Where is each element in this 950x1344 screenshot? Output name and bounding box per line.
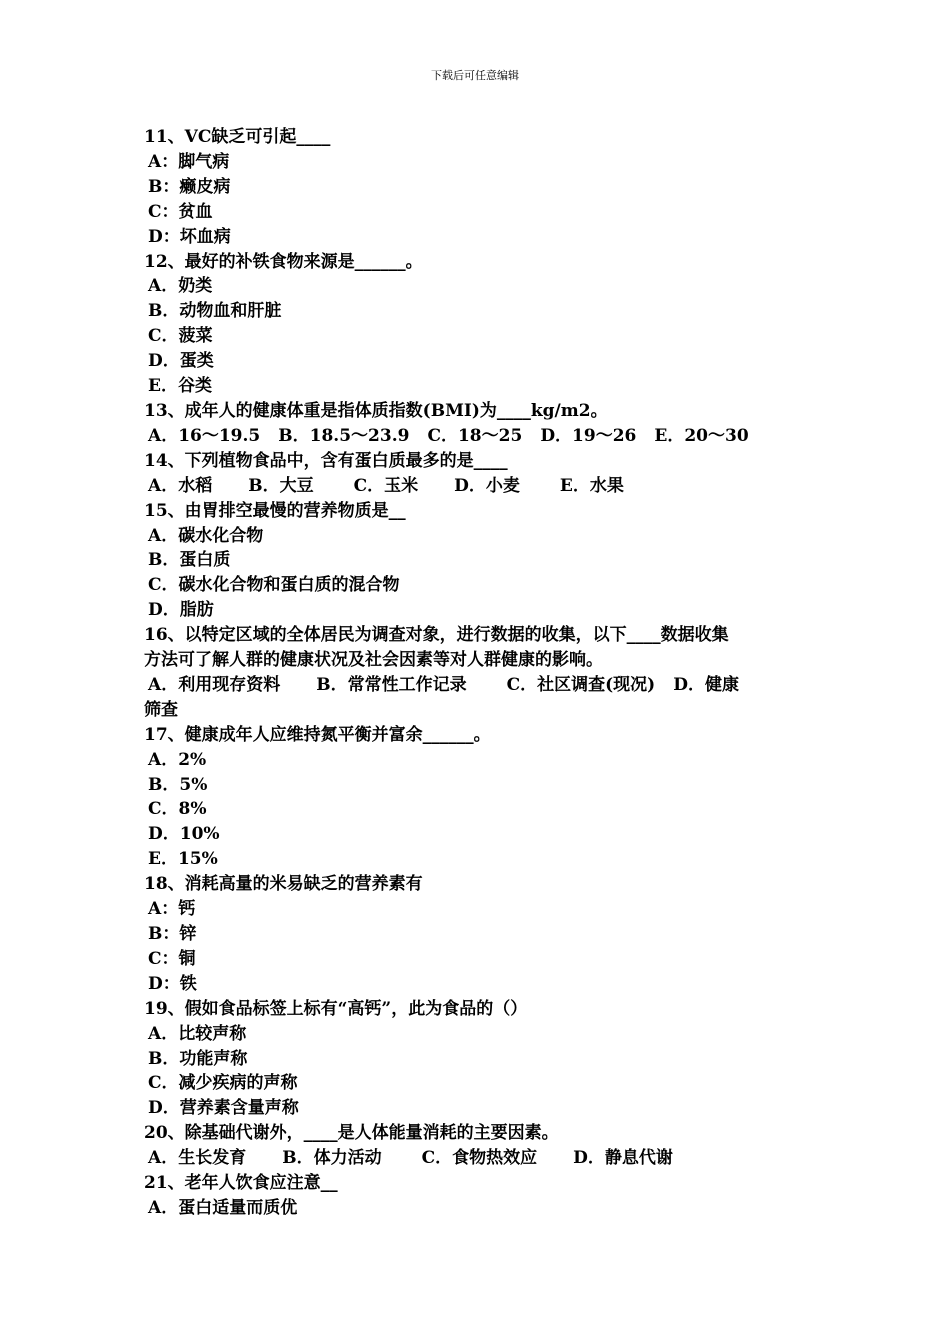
option: A．利用现存资料 bbox=[148, 674, 281, 695]
option: B．大豆 bbox=[248, 475, 314, 496]
option: A．蛋白适量而质优 bbox=[148, 1197, 298, 1218]
exam-content bbox=[144, 125, 809, 1221]
option: B．5% bbox=[148, 774, 208, 795]
option: E．水果 bbox=[559, 475, 624, 496]
option: D．10% bbox=[148, 824, 220, 845]
option: C．玉米 bbox=[353, 475, 419, 496]
option-continued: 筛查 bbox=[144, 699, 178, 720]
option: C．食物热效应 bbox=[421, 1148, 538, 1169]
options-row bbox=[144, 474, 809, 499]
option: E．15% bbox=[148, 849, 218, 870]
question-21: 21、老年人饮食应注意__ bbox=[144, 1173, 338, 1194]
question-17: 17、健康成年人应维持氮平衡并富余______。 bbox=[144, 724, 491, 745]
option: A：脚气病 bbox=[148, 151, 230, 172]
option: B：锌 bbox=[148, 924, 197, 944]
option: E．20～30 bbox=[654, 425, 749, 446]
question-20: 20、除基础代谢外，____是人体能量消耗的主要因素。 bbox=[144, 1123, 559, 1144]
option: C．碳水化合物和蛋白质的混合物 bbox=[148, 575, 400, 596]
option: A．奶类 bbox=[148, 276, 213, 297]
option: B．功能声称 bbox=[148, 1048, 248, 1069]
option: A．2% bbox=[148, 749, 207, 770]
question-16-continued: 方法可了解人群的健康状况及社会因素等对人群健康的影响。 bbox=[144, 650, 603, 671]
option: D．营养素含量声称 bbox=[148, 1098, 299, 1119]
option: A．比较声称 bbox=[148, 1023, 247, 1044]
option: D．蛋类 bbox=[148, 351, 214, 372]
question-14: 14、下列植物食品中，含有蛋白质最多的是____ bbox=[144, 450, 508, 471]
option: B．18.5～23.9 bbox=[278, 425, 410, 446]
options-row bbox=[144, 673, 809, 698]
option: A．碳水化合物 bbox=[148, 525, 264, 546]
question-11: 11、VC缺乏可引起____ bbox=[144, 127, 331, 147]
option: D．19～26 bbox=[540, 425, 637, 446]
option: C：铜 bbox=[148, 948, 196, 969]
page-header: 下载后可任意编辑 bbox=[431, 69, 519, 82]
option: D：坏血病 bbox=[148, 226, 231, 247]
question-19: 19、假如食品标签上标有“高钙”，此为食品的（） bbox=[144, 998, 528, 1019]
option: C．8% bbox=[148, 799, 207, 820]
option: A．水稻 bbox=[148, 475, 213, 496]
option: B．体力活动 bbox=[282, 1148, 382, 1169]
option: C．社区调查(现况) bbox=[506, 674, 656, 695]
option: C．菠菜 bbox=[148, 326, 213, 347]
option: D．脂肪 bbox=[148, 600, 214, 621]
option: C．18～25 bbox=[427, 425, 523, 446]
option: C．减少疾病的声称 bbox=[148, 1073, 298, 1094]
option: C：贫血 bbox=[148, 201, 213, 222]
option: B．蛋白质 bbox=[148, 550, 231, 571]
option: D．健康 bbox=[673, 674, 739, 695]
option: D．小麦 bbox=[454, 475, 520, 496]
question-13: 13、成年人的健康体重是指体质指数(BMI)为____kg/m2。 bbox=[144, 400, 608, 421]
option: D．静息代谢 bbox=[573, 1148, 673, 1169]
option: B：癞皮病 bbox=[148, 176, 231, 197]
options-row bbox=[144, 1146, 809, 1171]
question-18: 18、消耗高量的米易缺乏的营养素有 bbox=[144, 874, 423, 895]
options-row bbox=[144, 424, 809, 449]
option: A：钙 bbox=[148, 899, 196, 920]
option: D：铁 bbox=[148, 973, 197, 994]
question-12: 12、最好的补铁食物来源是______。 bbox=[144, 251, 423, 272]
option: B．常常性工作记录 bbox=[316, 674, 467, 695]
option: B．动物血和肝脏 bbox=[148, 301, 282, 322]
option: E．谷类 bbox=[148, 376, 212, 397]
option: A．生长发育 bbox=[148, 1148, 247, 1169]
question-15: 15、由胃排空最慢的营养物质是__ bbox=[144, 500, 406, 521]
question-16: 16、以特定区域的全体居民为调查对象，进行数据的收集，以下____数据收集 bbox=[144, 625, 729, 646]
option: A．16～19.5 bbox=[148, 425, 261, 446]
